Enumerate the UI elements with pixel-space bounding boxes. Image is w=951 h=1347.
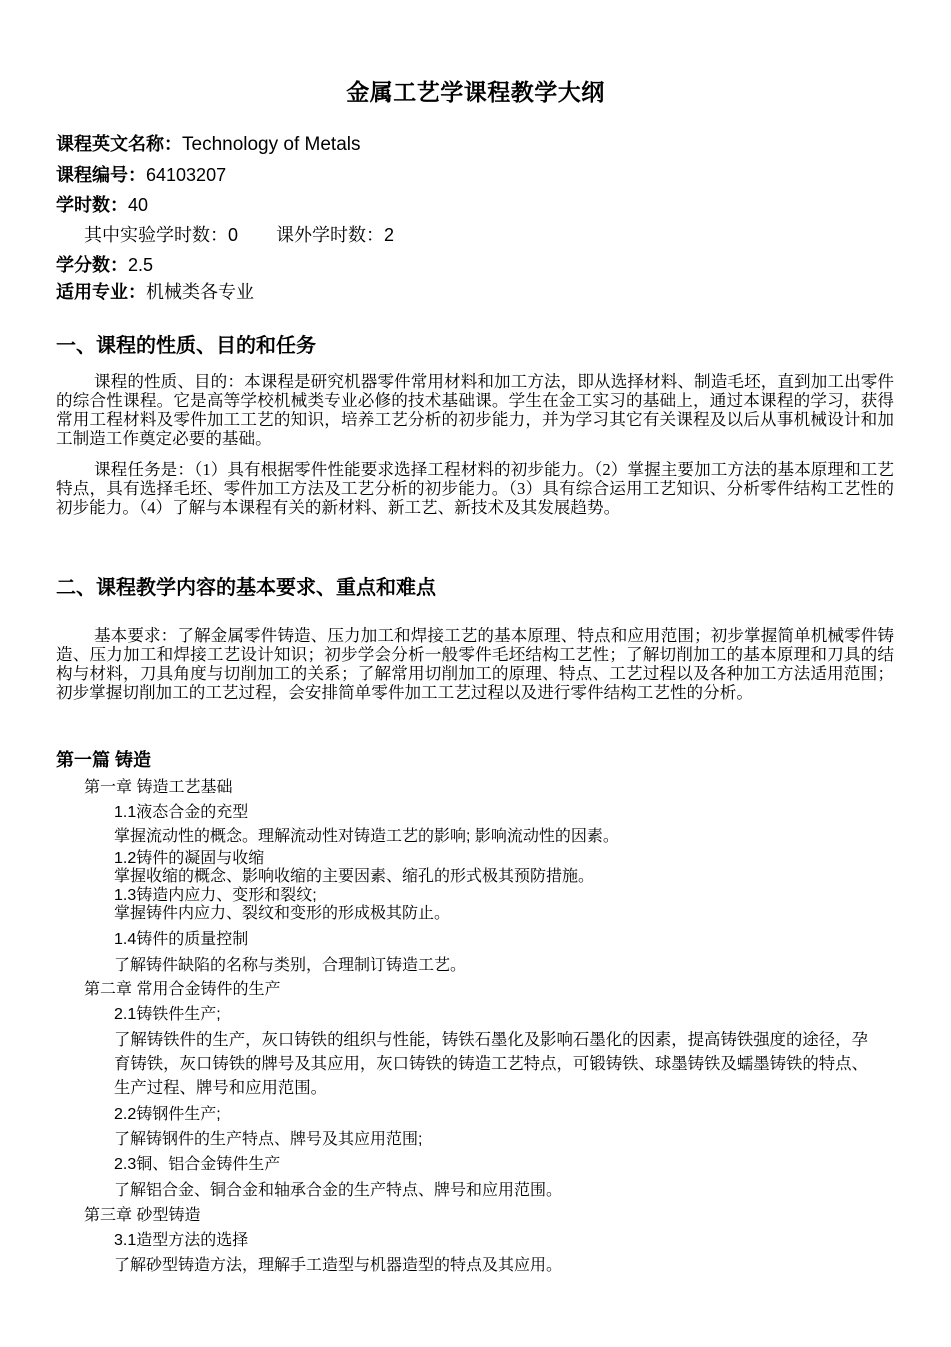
- section1-paragraph-2: 课程任务是：（1）具有根据零件性能要求选择工程材料的初步能力。（2）掌握主要加工方法的基本原理和工艺特点，具有选择毛坯、零件加工方法及工艺分析的初步能力。（3）具有综合运用工艺知识、分析零件结构工艺性的初步能力。（4）了解与本课程有关的新材料、新工艺、新技术及其发展趋势。: [56, 460, 894, 517]
- subsection-2-2: 2.2铸钢件生产;: [114, 1106, 221, 1123]
- info-credits: [56, 254, 153, 276]
- chapter-3-title: 第三章 砂型铸造: [84, 1207, 201, 1224]
- info-value: Technology of Metals: [182, 134, 361, 155]
- subsection-3-1-desc: 了解砂型铸造方法，理解手工造型与机器造型的特点及其应用。: [114, 1257, 563, 1274]
- section-heading-1: 一、课程的性质、目的和任务: [56, 335, 316, 357]
- info-label: 课外学时数：: [276, 225, 385, 245]
- info-label: 学时数：: [56, 195, 128, 215]
- info-label: 课程英文名称：: [56, 134, 182, 154]
- subsection-3-1: 3.1造型方法的选择: [114, 1232, 249, 1249]
- info-major: [56, 281, 254, 303]
- subsection-2-2-desc: 了解铸钢件的生产特点、牌号及其应用范围;: [114, 1131, 423, 1148]
- subsection-2-3-desc: 了解铝合金、铜合金和轴承合金的生产特点、牌号和应用范围。: [114, 1182, 563, 1199]
- section2-paragraph: 基本要求：了解金属零件铸造、压力加工和焊接工艺的基本原理、特点和应用范围；初步掌握简单机械零件铸造、压力加工和焊接工艺设计知识；初步学会分析一般零件毛坯结构工艺性；了解切削加工的基本原理和刀具的结构与材料，刀具角度与切削加工的关系；了解常用切削加工的原理、特点、工艺过程以及各种加工方法适用范围；初步掌握切削加工的工艺过程，会安排简单零件加工工艺过程以及进行零件结构工艺性的分析。: [56, 626, 894, 702]
- section-heading-2: 二、课程教学内容的基本要求、重点和难点: [56, 577, 436, 599]
- info-value: 0: [228, 225, 239, 245]
- subsection-1-3-desc: 掌握铸件内应力、裂纹和变形的形成极其防止。: [114, 905, 451, 922]
- info-label: 其中实验学时数：: [84, 225, 228, 245]
- subsection-1-1: 1.1液态合金的充型: [114, 804, 249, 821]
- info-label: 适用专业：: [56, 282, 146, 302]
- subsection-2-1: 2.1铸铁件生产;: [114, 1006, 221, 1023]
- subsection-1-2: 1.2铸件的凝固与收缩: [114, 850, 265, 867]
- info-value: 64103207: [146, 165, 227, 185]
- subsection-1-1-desc: 掌握流动性的概念。理解流动性对铸造工艺的影响; 影响流动性的因素。: [114, 828, 619, 845]
- info-hours: [56, 194, 148, 216]
- chapter-2-title: 第二章 常用合金铸件的生产: [84, 981, 281, 998]
- info-label: 学分数：: [56, 255, 128, 275]
- chapter-1-title: 第一章 铸造工艺基础: [84, 779, 233, 796]
- subsection-1-3: 1.3铸造内应力、变形和裂纹;: [114, 887, 317, 904]
- info-lab-hours: [84, 224, 394, 246]
- info-english-name: [56, 133, 361, 156]
- info-value: 机械类各专业: [146, 282, 254, 302]
- info-label: 课程编号：: [56, 165, 146, 185]
- document-title: 金属工艺学课程教学大纲: [346, 79, 605, 105]
- info-value: 2.5: [128, 255, 154, 275]
- info-course-code: [56, 164, 226, 186]
- subsection-1-4: 1.4铸件的质量控制: [114, 931, 249, 948]
- info-value: 2: [384, 225, 395, 245]
- section1-paragraph-1: 课程的性质、目的：本课程是研究机器零件常用材料和加工方法，即从选择材料、制造毛坯，直到加工出零件的综合性课程。它是高等学校机械类专业必修的技术基础课。学生在金工实习的基础上，通过本课程的学习，获得常用工程材料及零件加工工艺的知识，培养工艺分析的初步能力，并为学习其它有关课程及以后从事机械设计和加工制造工作奠定必要的基础。: [56, 372, 894, 448]
- subsection-2-3: 2.3铜、铝合金铸件生产: [114, 1156, 281, 1173]
- part-heading-casting: 第一篇 铸造: [56, 750, 152, 770]
- subsection-1-2-desc: 掌握收缩的概念、影响收缩的主要因素、缩孔的形式极其预防措施。: [114, 868, 595, 885]
- subsection-1-4-desc: 了解铸件缺陷的名称与类别，合理制订铸造工艺。: [114, 957, 467, 974]
- info-value: 40: [128, 195, 149, 215]
- subsection-2-1-desc: 了解铸铁件的生产，灰口铸铁的组织与性能，铸铁石墨化及影响石墨化的因素，提高铸铁强度的途径，孕育铸铁，灰口铸铁的牌号及其应用，灰口铸铁的铸造工艺特点，可锻铸铁、球墨铸铁及蠕墨铸铁的特点、生产过程、牌号和应用范围。: [114, 1031, 868, 1097]
